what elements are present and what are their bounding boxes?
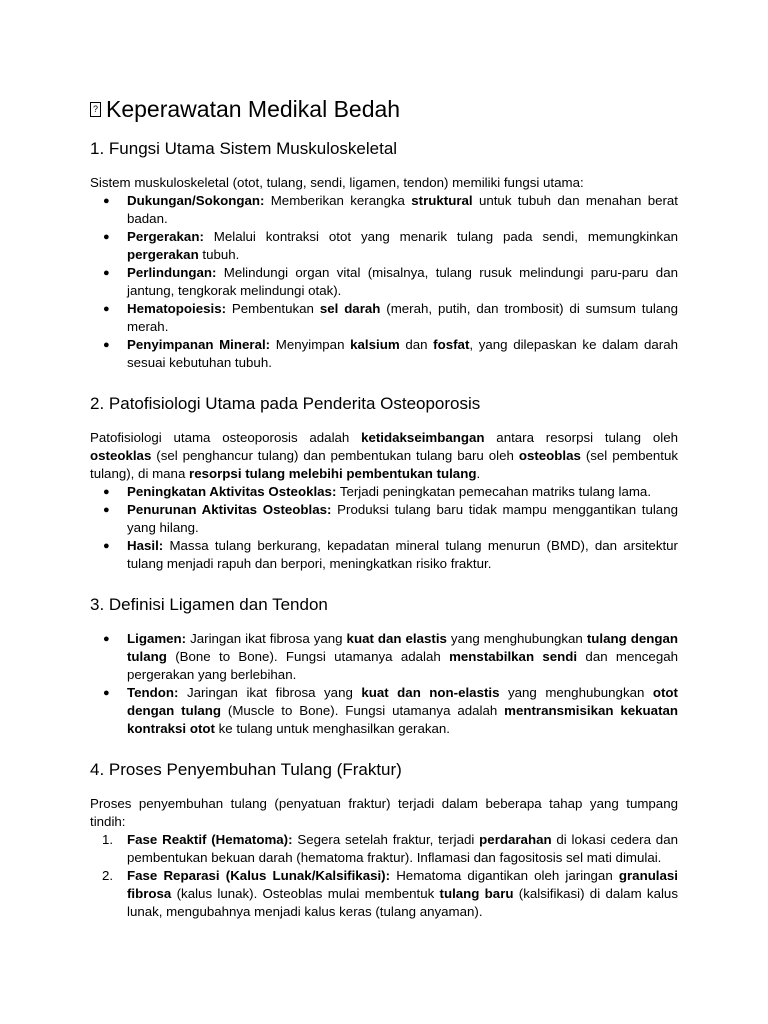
text-run: , yang dilepaskan ke dalam darah sesuai kebutuhan tubuh. (127, 337, 679, 370)
bold-text: Dukungan/Sokongan: (127, 193, 265, 208)
list-item (90, 831, 678, 867)
section-fungsi-muskuloskeletal (90, 138, 678, 372)
numbered-list (90, 831, 678, 921)
text-run: (merah, putih, dan trombosit) di sumsum tulang merah. (127, 301, 678, 334)
bullet-list (90, 483, 678, 573)
text-run: ke tulang untuk menghasilkan gerakan. (214, 721, 450, 736)
list-item-text (127, 868, 678, 919)
section-penyembuhan-tulang (90, 759, 678, 921)
text-run: antara resorpsi tulang oleh (484, 430, 678, 445)
bold-text: struktural (411, 193, 473, 208)
bold-text: Hasil: (127, 538, 164, 553)
text-run: Segera setelah fraktur, terjadi (292, 832, 480, 847)
bold-text: kalsium (350, 337, 400, 352)
section-intro: Sistem muskuloskeletal (otot, tulang, sendi, ligamen, tendon) memiliki fungsi utama: (90, 175, 584, 190)
bold-text: perdarahan (479, 832, 552, 847)
section-intro: Proses penyembuhan tulang (penyatuan fraktur) terjadi dalam beberapa tahap yang tumpang tindih: (90, 796, 678, 829)
list-item (90, 300, 678, 336)
bold-text: sel darah (319, 301, 381, 316)
text-run: Patofisiologi utama osteoporosis adalah (90, 430, 362, 445)
text-run: Massa tulang berkurang, kepadatan mineral tulang menurun (BMD), dan arsitektur tulang menjadi rapuh dan berpori, meningkatkan risiko fraktur. (127, 538, 678, 571)
bold-text: Hematopoiesis: (127, 301, 227, 316)
bold-text: ketidakseimbangan (361, 430, 485, 445)
section-definisi-ligamen-tendon (90, 594, 678, 738)
list-item (90, 630, 678, 684)
list-item (90, 336, 678, 372)
bold-text: Penyimpanan Mineral: (127, 337, 271, 352)
bold-text: pergerakan (127, 247, 199, 262)
text-run: Terjadi peningkatan pemecahan matriks tulang lama. (336, 484, 652, 499)
bold-text: Penurunan Aktivitas Osteoblas: (127, 502, 332, 517)
list-item (90, 228, 678, 264)
bullet-list (90, 192, 678, 372)
text-run: (sel pembentuk tulang), di mana (90, 448, 678, 481)
text-run: Jaringan ikat fibrosa yang (186, 631, 347, 646)
text-run: Pembentukan (226, 301, 320, 316)
text-run: Jaringan ikat fibrosa yang (178, 685, 362, 700)
text-run: Hematoma digantikan oleh jaringan (390, 868, 619, 883)
section-heading: 4. Proses Penyembuhan Tulang (Fraktur) (90, 760, 402, 779)
text-run: untuk tubuh dan menahan berat badan. (127, 193, 678, 226)
bold-text: tulang baru (439, 886, 514, 901)
text-run: (Muscle to Bone). Fungsi utamanya adalah (221, 703, 505, 718)
bold-text: osteoblas (518, 448, 581, 463)
bold-text: Peningkatan Aktivitas Osteoklas: (127, 484, 337, 499)
list-item (90, 867, 678, 921)
bold-text: tulang dengan tulang (127, 631, 678, 664)
list-number: 2. (102, 868, 114, 883)
bold-text: Fase Reparasi (Kalus Lunak/Kalsifikasi): (127, 868, 391, 883)
bold-text: Perlindungan: (127, 265, 217, 280)
bold-text: kuat dan non-elastis (361, 685, 500, 700)
list-item (90, 684, 678, 738)
bullet-list (90, 630, 678, 738)
bold-text: Pergerakan: (127, 229, 204, 244)
bold-text: fosfat (433, 337, 470, 352)
bold-text: kuat dan elastis (346, 631, 447, 646)
bold-text: menstabilkan sendi (449, 649, 578, 664)
section-patofisiologi-osteoporosis (90, 393, 678, 573)
text-run: (kalus lunak). Osteoblas mulai membentuk (171, 886, 440, 901)
section-heading: 1. Fungsi Utama Sistem Muskuloskeletal (90, 139, 398, 158)
text-run: tubuh. (198, 247, 240, 262)
missing-glyph-icon: ? (90, 102, 101, 117)
text-run: di lokasi cedera dan pembentukan bekuan darah (hematoma fraktur). Inflamasi dan fagositosis sel mati dimulai. (127, 832, 678, 865)
text-run: (Bone to Bone). Fungsi utamanya adalah (166, 649, 450, 664)
list-item (90, 192, 678, 228)
text-run: Melalui kontraksi otot yang menarik tulang pada sendi, memungkinkan (203, 229, 678, 244)
text-run: Produksi tulang baru tidak mampu menggantikan tulang yang hilang. (127, 502, 678, 535)
bold-text: Ligamen: (127, 631, 187, 646)
bold-text: granulasi fibrosa (127, 868, 678, 901)
list-item-text (127, 832, 678, 865)
list-item (90, 537, 678, 573)
document-title-text: Keperawatan Medikal Bedah (106, 96, 401, 122)
text-run: yang menghubungkan (499, 685, 653, 700)
text-run: Memberikan kerangka (264, 193, 412, 208)
bold-text: osteoklas (90, 448, 152, 463)
bold-text: mentransmisikan kekuatan kontraksi otot (127, 703, 679, 736)
text-run: . (476, 466, 481, 481)
section-heading: 3. Definisi Ligamen dan Tendon (90, 595, 328, 614)
section-intro (90, 429, 678, 483)
text-run: dan (399, 337, 434, 352)
list-item (90, 264, 678, 300)
bold-text: resorpsi tulang melebihi pembentukan tulang (189, 466, 477, 481)
section-heading: 2. Patofisiologi Utama pada Penderita Osteoporosis (90, 394, 481, 413)
bold-text: Tendon: (127, 685, 179, 700)
list-item (90, 483, 678, 501)
text-run: (sel penghancur tulang) dan pembentukan tulang baru oleh (151, 448, 519, 463)
text-run: Melindungi organ vital (misalnya, tulang rusuk melindungi paru-paru dan jantung, tengkorak melindungi otak). (127, 265, 678, 298)
text-run: Menyimpan (270, 337, 351, 352)
list-item (90, 501, 678, 537)
bold-text: Fase Reaktif (Hematoma): (127, 832, 293, 847)
text-run: dan mencegah pergerakan yang berlebihan. (127, 649, 679, 682)
bold-text: otot dengan tulang (127, 685, 678, 718)
document-title (90, 94, 678, 124)
text-run: (kalsifikasi) di dalam kalus lunak, mengubahnya menjadi kalus keras (tulang anyaman). (127, 886, 678, 919)
list-number: 1. (102, 832, 114, 847)
text-run: yang menghubungkan (446, 631, 587, 646)
